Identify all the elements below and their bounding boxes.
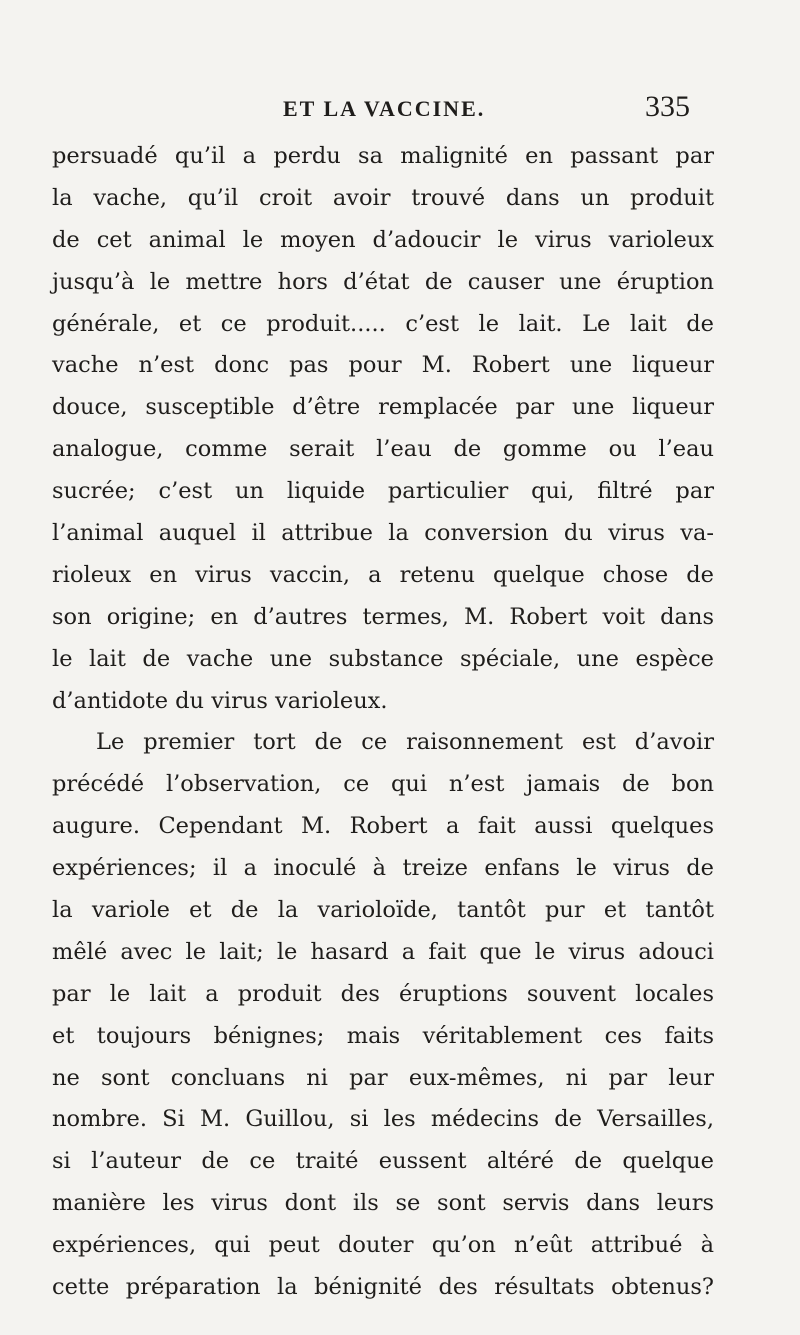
text-line: expériences, qui peut douter qu’on n’eût attribué à bbox=[52, 1232, 714, 1259]
text-line: de cet animal le moyen d’adoucir le virus varioleux bbox=[52, 226, 714, 253]
text-line: par le lait a produit des éruptions souvent locales bbox=[52, 980, 714, 1007]
text-line: augure. Cependant M. Robert a fait aussi quelques bbox=[52, 813, 714, 840]
text-line: l’animal auquel il attribue la conversion du virus va- bbox=[52, 520, 714, 547]
text-line: jusqu’à le mettre hors d’état de causer une éruption bbox=[52, 268, 714, 295]
text-line: sucrée; c’est un liquide particulier qui, filtré par bbox=[52, 478, 714, 505]
text-line: et toujours bénignes; mais véritablement ces faits bbox=[52, 1022, 714, 1049]
text-line: nombre. Si M. Guillou, si les médecins de Versailles, bbox=[52, 1106, 714, 1133]
text-line: son origine; en d’autres termes, M. Robert voit dans bbox=[52, 603, 714, 630]
text-line: mêlé avec le lait; le hasard a fait que le virus adouci bbox=[52, 938, 714, 965]
body-text bbox=[52, 136, 714, 1309]
text-line: ne sont concluans ni par eux-mêmes, ni par leur bbox=[52, 1064, 714, 1091]
text-line: rioleux en virus vaccin, a retenu quelque chose de bbox=[52, 561, 714, 588]
running-head: ET LA VACCINE. bbox=[283, 96, 486, 121]
text-line-paragraph-end: d’antidote du virus varioleux. bbox=[52, 687, 388, 714]
text-line: précédé l’observation, ce qui n’est jamais de bon bbox=[52, 771, 714, 798]
text-line: la vache, qu’il croit avoir trouvé dans un produit bbox=[52, 184, 714, 211]
text-line: persuadé qu’il a perdu sa malignité en passant par bbox=[52, 143, 714, 169]
text-line: expériences; il a inoculé à treize enfans le virus de bbox=[52, 855, 714, 882]
text-line: manière les virus dont ils se sont servis dans leurs bbox=[52, 1190, 714, 1217]
text-line: cette préparation la bénignité des résultats obtenus? bbox=[52, 1274, 714, 1301]
text-line: vache n’est donc pas pour M. Robert une liqueur bbox=[52, 352, 714, 379]
text-line: douce, susceptible d’être remplacée par une liqueur bbox=[52, 394, 714, 421]
text-line: la variole et de la varioloïde, tantôt pur et tantôt bbox=[52, 897, 714, 924]
page-header bbox=[0, 88, 800, 128]
text-line: analogue, comme serait l’eau de gomme ou l’eau bbox=[52, 436, 714, 463]
page-number: 335 bbox=[645, 90, 690, 123]
text-line: le lait de vache une substance spéciale, une espèce bbox=[52, 645, 714, 672]
text-line: générale, et ce produit..... c’est le lait. Le lait de bbox=[52, 310, 714, 337]
text-line: si l’auteur de ce traité eussent altéré de quelque bbox=[52, 1148, 714, 1175]
text-line-paragraph-start: Le premier tort de ce raisonnement est d’avoir bbox=[96, 729, 714, 756]
